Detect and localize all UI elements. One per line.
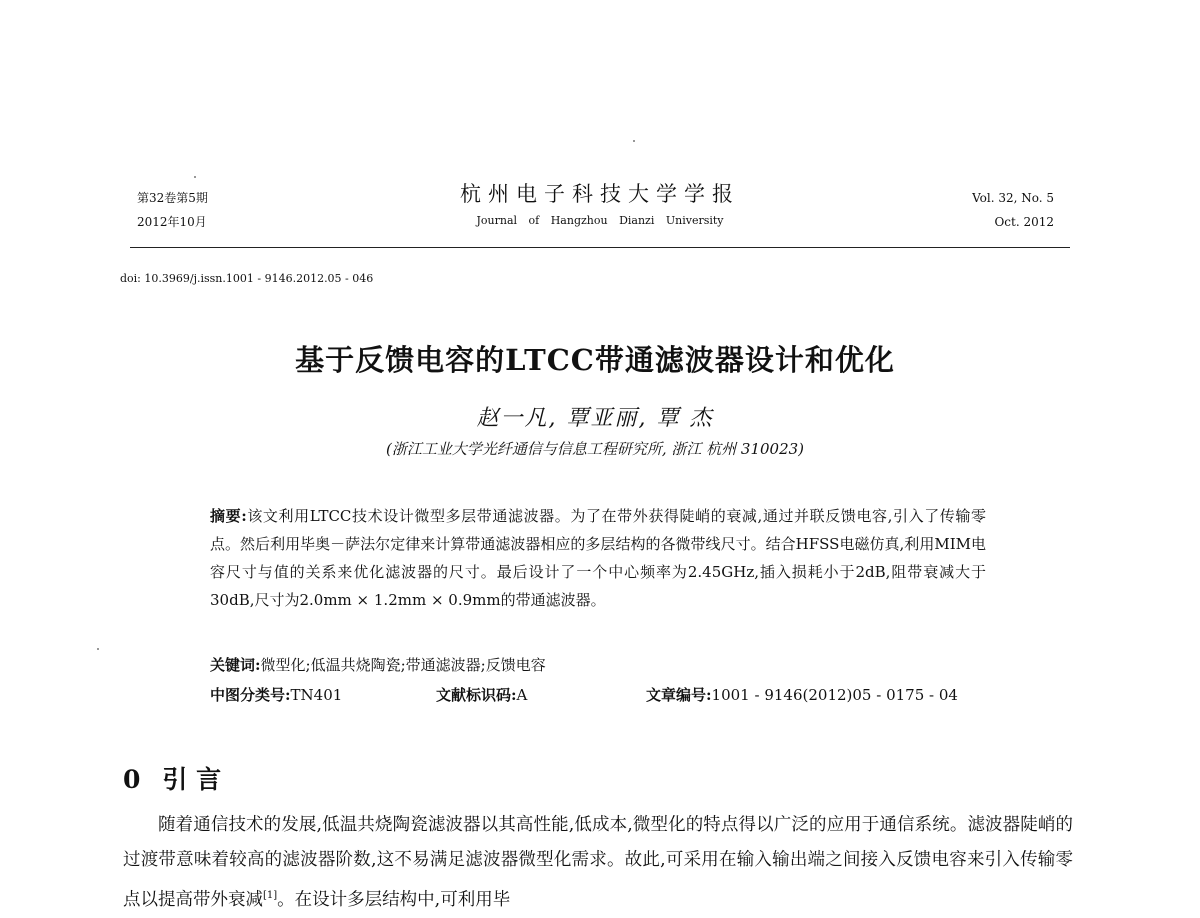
header-left bbox=[137, 186, 208, 234]
section-title: 引 言 bbox=[162, 765, 222, 794]
abstract-text: 该文利用LTCC技术设计微型多层带通滤波器。为了在带外获得陡峭的衰减,通过并联反馈电容,引入了传输零点。然后利用毕奥－萨法尔定律来计算带通滤波器相应的多层结构的各微带线尺寸。结合HFSS电磁仿真,利用MIM电容尺寸与值的关系来优化滤波器的尺寸。最后设计了一个中心频率为2.45GHz,插入损耗小于2dB,阻带衰减大于30dB,尺寸为2.0mm × 1.2mm × 0.9mm的带通滤波器。 bbox=[210, 507, 986, 609]
header-rule bbox=[130, 247, 1070, 248]
volume-issue: 第32卷第5期 bbox=[137, 191, 208, 205]
scan-mark bbox=[194, 176, 196, 178]
article-value: 1001 - 9146(2012)05 - 0175 - 04 bbox=[711, 686, 958, 704]
paragraph bbox=[123, 808, 1073, 918]
article-number bbox=[646, 684, 958, 705]
clc-code bbox=[210, 684, 342, 705]
journal-title-cn: 杭州电子科技大学学报 bbox=[460, 182, 740, 206]
clc-value: TN401 bbox=[290, 686, 343, 704]
section-number: 0 bbox=[123, 765, 141, 794]
article-label: 文章编号: bbox=[646, 686, 712, 704]
keywords-label: 关键词: bbox=[210, 656, 261, 674]
paragraph-tail: 。在设计多层结构中,可利用毕 bbox=[277, 889, 511, 910]
author-list: 赵一凡, 覃亚丽, 覃 杰 bbox=[476, 406, 714, 431]
doc-label: 文献标识码: bbox=[436, 686, 517, 704]
body-text bbox=[123, 808, 1073, 918]
date-cn: 2012年10月 bbox=[137, 215, 207, 229]
abstract-label: 摘要: bbox=[210, 507, 247, 525]
paragraph-text: 随着通信技术的发展,低温共烧陶瓷滤波器以其高性能,低成本,微型化的特点得以广泛的应用于通信系统。滤波器陡峭的过渡带意味着较高的滤波器阶数,这不易满足滤波器微型化需求。故此,可采用在输入输出端之间接入反馈电容来引入传输零点以提高带外衰减 bbox=[123, 815, 1073, 910]
scan-mark bbox=[97, 648, 99, 650]
header-center bbox=[380, 178, 820, 227]
volume-en: Vol. 32, No. 5 bbox=[972, 191, 1054, 205]
document-code bbox=[436, 684, 527, 705]
doc-value: A bbox=[516, 686, 528, 704]
affiliation: (浙江工业大学光纤通信与信息工程研究所, 浙江 杭州 310023) bbox=[385, 440, 805, 458]
clc-label: 中图分类号: bbox=[210, 686, 291, 704]
keywords bbox=[210, 654, 546, 675]
date-en: Oct. 2012 bbox=[994, 215, 1054, 229]
paper-title: 基于反馈电容的LTCC带通滤波器设计和优化 bbox=[295, 343, 895, 377]
scan-mark bbox=[633, 140, 635, 142]
doi-line: doi: 10.3969/j.issn.1001 - 9146.2012.05 - 046 bbox=[120, 272, 374, 285]
section-heading bbox=[123, 760, 221, 796]
keywords-text: 微型化;低温共烧陶瓷;带通滤波器;反馈电容 bbox=[260, 656, 546, 674]
journal-title-en: Journal of Hangzhou Dianzi University bbox=[476, 214, 724, 227]
abstract bbox=[210, 502, 986, 614]
header-right bbox=[972, 186, 1054, 234]
citation: [1] bbox=[263, 890, 278, 901]
